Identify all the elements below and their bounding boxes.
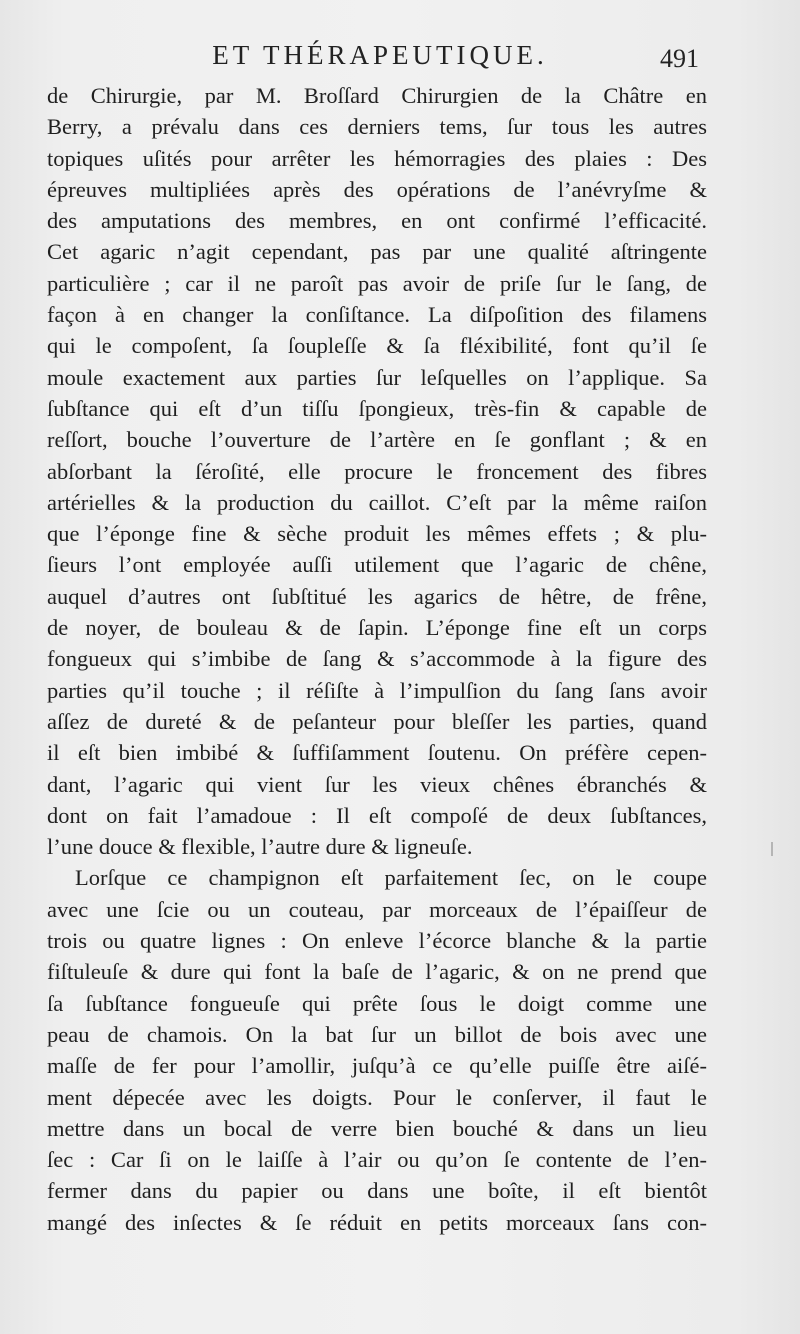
text-line: épreuves multipliées après des opérations de l’anévryſme &	[47, 176, 707, 202]
text-line: trois ou quatre lignes : On enleve l’écorce blanche & la partie	[47, 928, 707, 954]
text-line: fiſtuleuſe & dure qui font la baſe de l’agaric, & on ne prend que	[47, 959, 707, 985]
text-line: artérielles & la production du caillot. C’eſt par la même raiſon	[47, 489, 707, 515]
text-line: qui le compoſent, ſa ſoupleſſe & ſa fléxibilité, font qu’il ſe	[47, 333, 707, 359]
text-line: particulière ; car il ne paroît pas avoir de priſe ſur le ſang, de	[47, 270, 707, 296]
text-line: avec une ſcie ou un couteau, par morceaux de l’épaiſſeur de	[47, 896, 707, 922]
text-line: maſſe de fer pour l’amollir, juſqu’à ce qu’elle puiſſe être aiſé-	[47, 1053, 707, 1079]
text-line: topiques uſités pour arrêter les hémorragies des plaies : Des	[47, 145, 707, 171]
text-line: moule exactement aux parties ſur leſquelles on l’applique. Sa	[47, 364, 707, 390]
text-line: aſſez de dureté & de peſanteur pour bleſſer les parties, quand	[47, 708, 707, 734]
text-line: ſec : Car ſi on le laiſſe à l’air ou qu’on ſe contente de l’en-	[47, 1147, 707, 1173]
text-line: que l’éponge fine & sèche produit les mêmes effets ; & plu-	[47, 521, 707, 547]
paragraph	[47, 862, 707, 1238]
text-line: ment dépecée avec les doigts. Pour le conſerver, il faut le	[47, 1084, 707, 1110]
text-line: Lorſque ce champignon eſt parfaitement ſec, on le coupe	[75, 865, 707, 891]
text-line: façon à en changer la conſiſtance. La diſpoſition des filamens	[47, 302, 707, 328]
text-line: Berry, a prévalu dans ces derniers tems, ſur tous les autres	[47, 114, 707, 140]
text-line: ſieurs l’ont employée auſſi utilement que l’agaric de chêne,	[47, 552, 707, 578]
page-header	[0, 40, 800, 80]
text-line: reſſort, bouche l’ouverture de l’artère en ſe gonflant ; & en	[47, 427, 707, 453]
text-line: il eſt bien imbibé & ſuffiſamment ſoutenu. On préfère cepen-	[47, 740, 707, 766]
text-line: ſa ſubſtance fongueuſe qui prête ſous le doigt comme une	[47, 990, 707, 1016]
text-line: de noyer, de bouleau & de ſapin. L’éponge fine eſt un corps	[47, 615, 707, 641]
text-line: fongueux qui s’imbibe de ſang & s’accommode à la figure des	[47, 646, 707, 672]
body-text	[47, 80, 707, 1238]
text-line: mettre dans un bocal de verre bien bouché & dans un lieu	[47, 1115, 707, 1141]
text-line: des amputations des membres, en ont confirmé l’efficacité.	[47, 208, 707, 234]
margin-mark	[771, 842, 773, 856]
text-line: mangé des inſectes & ſe réduit en petits morceaux ſans con-	[47, 1209, 707, 1235]
text-line: dont on fait l’amadoue : Il eſt compoſé de deux ſubſtances,	[47, 802, 707, 828]
page-number: 491	[660, 44, 699, 73]
text-line: auquel d’autres ont ſubſtitué les agarics de hêtre, de frêne,	[47, 583, 707, 609]
paragraph	[47, 80, 707, 862]
running-title: ET THÉRAPEUTIQUE.	[212, 40, 548, 70]
text-line: parties qu’il touche ; il réſiſte à l’impulſion du ſang ſans avoir	[47, 677, 707, 703]
text-line: peau de chamois. On la bat ſur un billot de bois avec une	[47, 1021, 707, 1047]
text-line: fermer dans du papier ou dans une boîte, il eſt bientôt	[47, 1178, 707, 1204]
text-line: de Chirurgie, par M. Broſſard Chirurgien de la Châtre en	[47, 83, 707, 108]
text-line: dant, l’agaric qui vient ſur les vieux chênes ébranchés &	[47, 771, 707, 797]
text-line: Cet agaric n’agit cependant, pas par une qualité aſtringente	[47, 239, 707, 265]
text-line: abſorbant la ſéroſité, elle procure le froncement des fibres	[47, 458, 707, 484]
text-line: ſubſtance qui eſt d’un tiſſu ſpongieux, très-fin & capable de	[47, 395, 707, 421]
text-line: l’une douce & flexible, l’autre dure & ligneuſe.	[47, 834, 473, 860]
